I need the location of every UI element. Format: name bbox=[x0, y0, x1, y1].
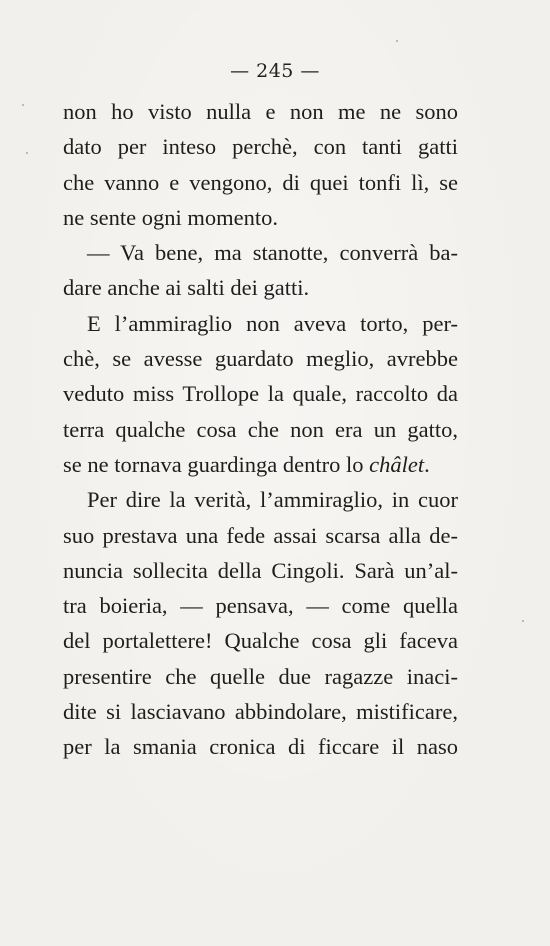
text-line-1: non ho visto nulla e non me ne sono bbox=[63, 99, 458, 124]
text-line-12: Per dire la verità, l’ammiraglio, in cuor bbox=[87, 487, 458, 513]
italic-word-chalet: châlet bbox=[369, 451, 425, 477]
text-line-4: ne sente ogni momento. bbox=[63, 204, 278, 230]
text-line-17: presentire che quelle due ragazze inaci- bbox=[63, 663, 458, 689]
text-line-8: chè, se avesse guardato meglio, avrebbe bbox=[63, 346, 458, 372]
paper-speck bbox=[22, 104, 24, 106]
paper-speck bbox=[26, 152, 28, 154]
text-line-6: dare anche ai salti dei gatti. bbox=[63, 275, 310, 301]
text-line-13: suo prestava una fede assai scarsa alla de- bbox=[63, 522, 458, 548]
text-line-9: veduto miss Trollope la quale, raccolto da bbox=[63, 381, 458, 407]
text-line-2: dato per inteso perchè, con tanti gatti bbox=[63, 134, 458, 160]
text-line-18: dite si lasciavano abbindolare, mistificare, bbox=[63, 699, 458, 725]
text-line-5: — Va bene, ma stanotte, converrà ba- bbox=[87, 240, 458, 266]
body-text bbox=[63, 94, 458, 765]
text-line-11-end: . bbox=[424, 451, 430, 477]
paper-speck bbox=[396, 40, 398, 42]
text-line-16: del portalettere! Qualche cosa gli faceva bbox=[63, 628, 458, 654]
text-line-11 bbox=[63, 447, 458, 482]
text-line-11-start: se ne tornava guardinga dentro lo bbox=[63, 451, 370, 477]
text-line-10: terra qualche cosa che non era un gatto, bbox=[63, 416, 458, 442]
text-line-19: per la smania cronica di ficcare il naso bbox=[63, 734, 458, 760]
text-line-7: E l’ammiraglio non aveva torto, per- bbox=[87, 310, 458, 336]
text-line-14: nuncia sollecita della Cingoli. Sarà un’al- bbox=[63, 557, 458, 583]
page-number-header: — 245 — bbox=[230, 60, 320, 82]
paper-speck bbox=[522, 620, 524, 622]
text-line-3: che vanno e vengono, di quei tonfi lì, se bbox=[63, 169, 458, 195]
text-line-15: tra boieria, — pensava, — come quella bbox=[63, 593, 458, 619]
